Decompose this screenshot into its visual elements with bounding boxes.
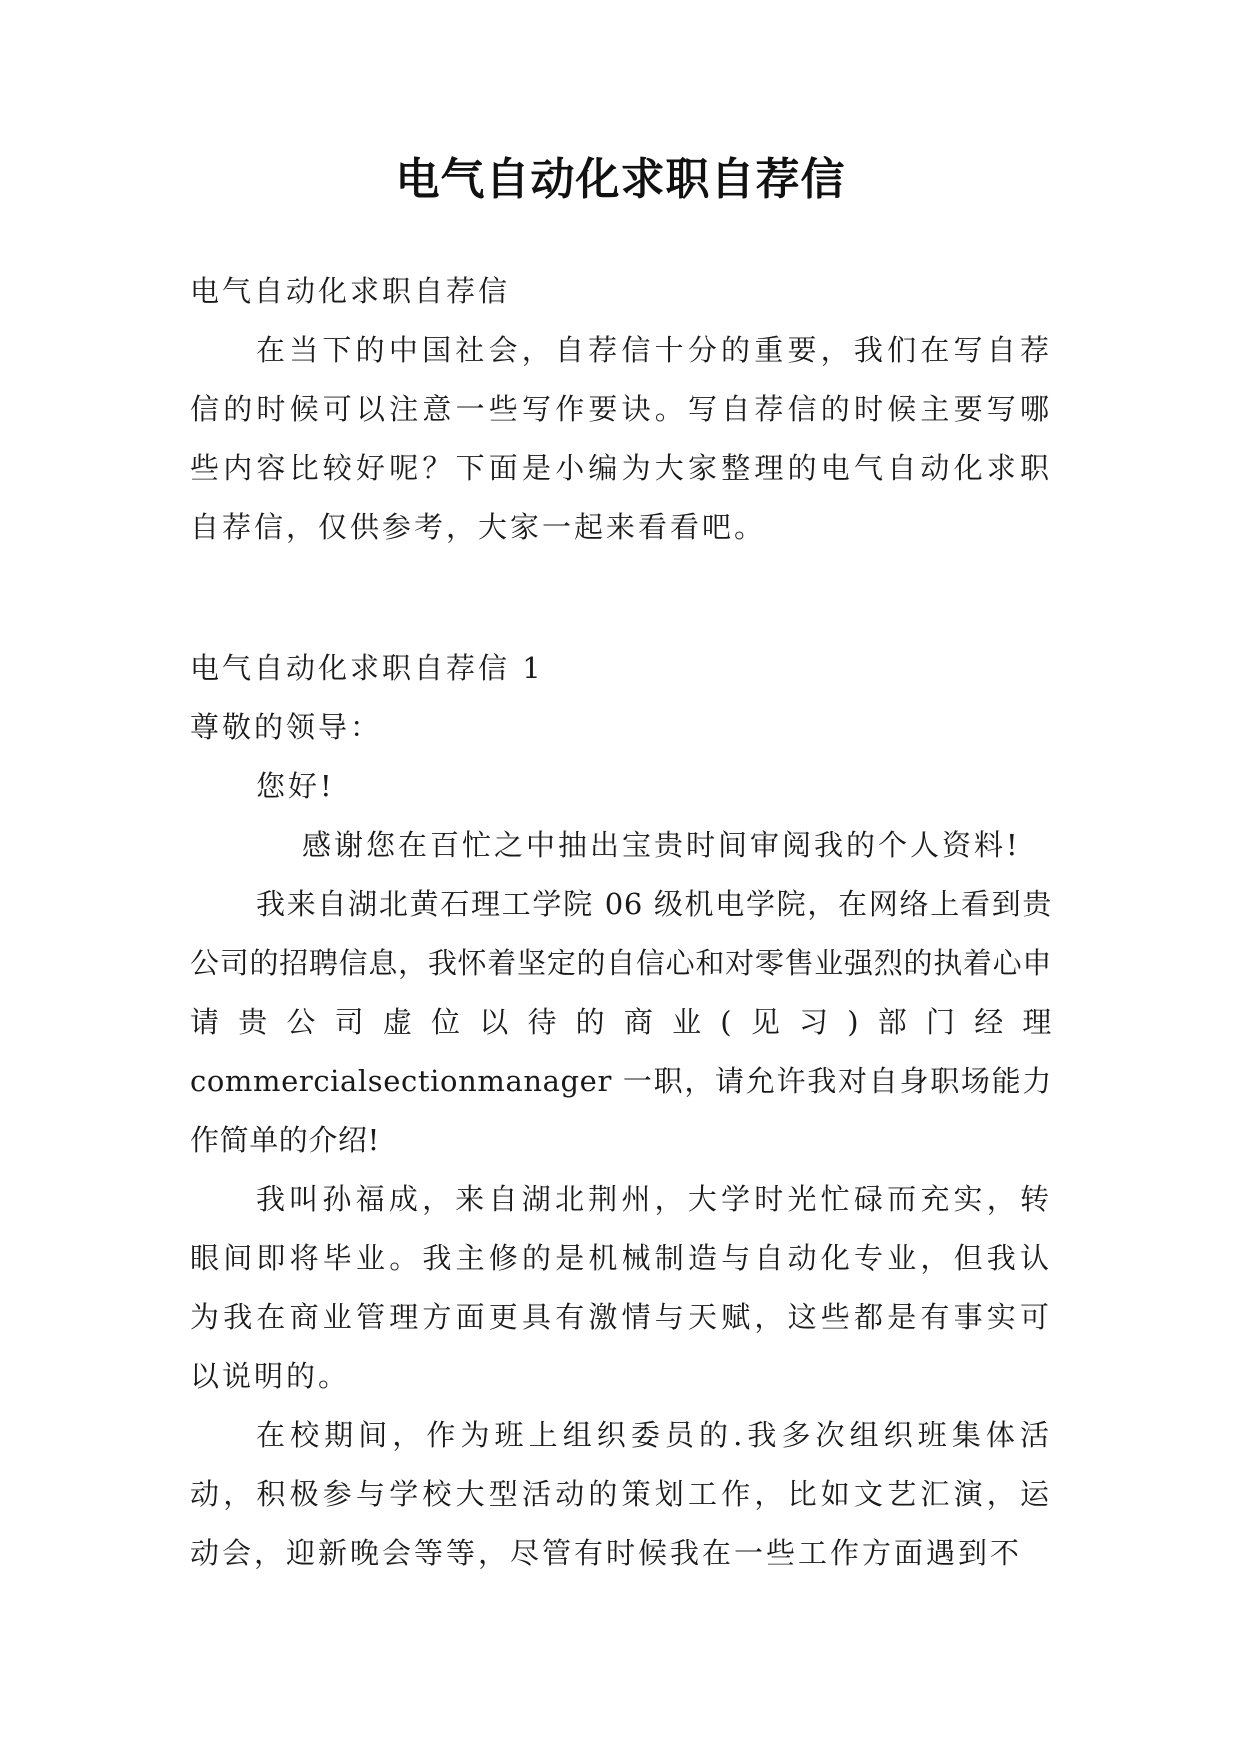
document-body <box>190 262 1052 1583</box>
letter-greeting: 您好! <box>256 769 335 803</box>
section-gap <box>190 557 1052 639</box>
intro-paragraph: 在当下的中国社会，自荐信十分的重要，我们在写自荐信的时候可以注意一些写作要诀。写自荐信的时候主要写哪些内容比较好呢？下面是小编为大家整理的电气自动化求职自荐信，仅供参考，大家一起来看看吧。 <box>190 333 1052 544</box>
letter-heading: 电气自动化求职自荐信 1 <box>190 651 544 685</box>
letter-thanks: 感谢您在百忙之中抽出宝贵时间审阅我的个人资料! <box>302 828 1021 862</box>
letter-paragraph-2: 我叫孙福成，来自湖北荆州，大学时光忙碌而充实，转眼间即将毕业。我主修的是机械制造与自动化专业，但我认为我在商业管理方面更具有激情与天赋，这些都是有事实可以说明的。 <box>190 1182 1052 1393</box>
letter-paragraph-1: 我来自湖北黄石理工学院 06 级机电学院，在网络上看到贵公司的招聘信息，我怀着坚定的自信心和对零售业强烈的执着心申请贵公司虚位以待的商业(见习)部门经理 commercialsectionmanager 一职，请允许我对自身职场能力作简单的介绍! <box>190 887 1052 1157</box>
letter-salutation: 尊敬的领导： <box>190 710 383 744</box>
letter-paragraph-3: 在校期间，作为班上组织委员的.我多次组织班集体活动，积极参与学校大型活动的策划工作，比如文艺汇演，运动会，迎新晚会等等，尽管有时候我在一些工作方面遇到不 <box>190 1418 1052 1570</box>
document-title: 电气自动化求职自荐信 <box>395 154 846 205</box>
intro-heading: 电气自动化求职自荐信 <box>190 274 511 308</box>
